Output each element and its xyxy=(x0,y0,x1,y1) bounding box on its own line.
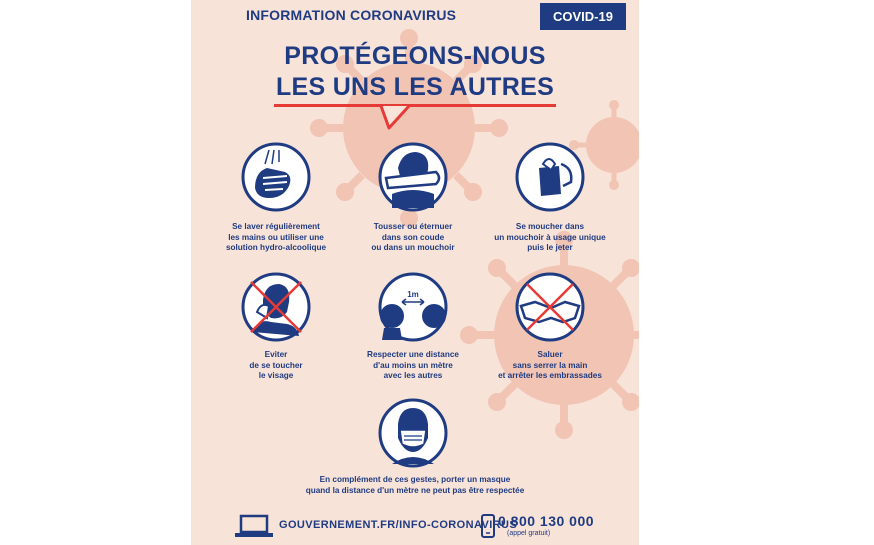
phone-number[interactable]: 0 800 130 000 xyxy=(498,513,595,529)
headline-line-2: LES UNS LES AUTRES xyxy=(275,73,555,101)
poster-footer xyxy=(191,510,639,544)
covid-badge: COVID-19 xyxy=(540,3,626,30)
speech-bubble-tail-icon xyxy=(379,104,413,130)
hand-washing-icon xyxy=(241,142,311,212)
headline-underline xyxy=(274,104,556,107)
laptop-icon xyxy=(235,514,273,538)
cough-elbow-icon xyxy=(378,142,448,212)
distance-label: 1m xyxy=(407,290,419,299)
no-handshake-icon xyxy=(515,272,585,342)
caption-tissue: Se moucher dans un mouchoir à usage unique puis le jeter xyxy=(494,222,606,252)
caption-hand-washing: Se laver régulièrement les mains ou utiliser une solution hydro-alcoolique xyxy=(225,222,327,252)
phone-note: (appel gratuit) xyxy=(507,530,551,537)
phone-icon xyxy=(481,514,495,538)
distance-icon xyxy=(378,272,448,342)
caption-no-handshake: Saluer sans serrer la main et arrêter les embrassades xyxy=(498,350,602,380)
caption-cough-elbow: Tousser ou éternuer dans son coude ou dans un mouchoir xyxy=(371,222,455,252)
poster-header xyxy=(191,3,639,29)
tissue-icon xyxy=(515,142,585,212)
caption-distance: Respecter une distance d'au moins un mètre avec les autres xyxy=(367,350,459,380)
caption-no-face-touch: Eviter de se toucher le visage xyxy=(249,350,303,380)
face-mask-icon xyxy=(378,398,448,468)
headline-line-1: PROTÉGEONS-NOUS xyxy=(284,42,546,70)
website-link[interactable]: GOUVERNEMENT.FR/INFO-CORONAVIRUS xyxy=(279,519,518,531)
no-face-touch-icon xyxy=(241,272,311,342)
header-title: INFORMATION CORONAVIRUS xyxy=(246,7,457,23)
poster xyxy=(191,0,639,545)
caption-mask: En complément de ces gestes, porter un masque quand la distance d'un mètre ne peut pas être respectée xyxy=(305,475,525,495)
